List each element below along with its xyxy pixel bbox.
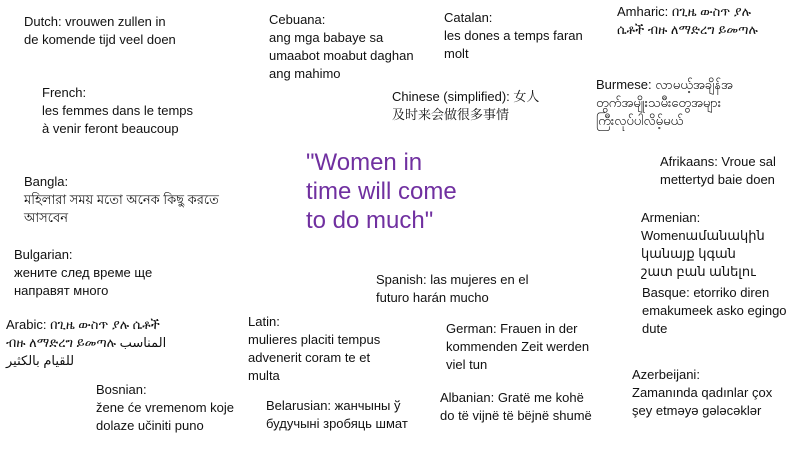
translation-bulgarian: Bulgarian: жените след време ще направят много bbox=[14, 247, 153, 298]
translation-bangla: Bangla: মহিলারা সময় মতো অনেক কিছু করতে আসবেন bbox=[24, 174, 219, 225]
center-quote: "Women in time will come to do much" bbox=[306, 149, 457, 234]
translation-burmese: Burmese: လာမယ့်အချိန်အ တွက်အမျိုးသမီးတွေအများ ကြီးလုပ်ပါလိမ့်မယ် bbox=[596, 77, 733, 128]
translation-spanish: Spanish: las mujeres en el futuro harán mucho bbox=[376, 272, 529, 305]
translation-arabic: Arabic: በጊዜ ውስጥ ያሉ ሴቶች ብዙ ለማድረግ ይመጣሉ المناسب للقيام بالكثير bbox=[6, 317, 167, 368]
translation-belarusian: Belarusian: жанчыны ў будучыні зробяць шмат bbox=[266, 398, 408, 431]
translation-azerbaijani: Azerbeijani: Zamanında qadınlar çox şey etməyə gələcəklər bbox=[632, 367, 773, 418]
translation-basque: Basque: etorriko diren emakumeek asko egingo dute bbox=[642, 285, 787, 336]
translation-catalan: Catalan: les dones a temps faran molt bbox=[444, 10, 583, 61]
translation-bosnian: Bosnian: žene će vremenom koje dolaze učiniti puno bbox=[96, 382, 235, 433]
translation-amharic: Amharic: በጊዜ ውስጥ ያሉ ሴቶች ብዙ ለማድረግ ይመጣሉ bbox=[617, 4, 758, 37]
translation-dutch: Dutch: vrouwen zullen in de komende tijd veel doen bbox=[24, 14, 176, 47]
translation-afrikaans: Afrikaans: Vroue sal mettertyd baie doen bbox=[660, 154, 776, 187]
translation-albanian: Albanian: Gratë me kohë do të vijnë të bëjnë shumë bbox=[440, 390, 592, 423]
translation-cebuano: Cebuana: ang mga babaye sa umaabot moabut daghan ang mahimo bbox=[269, 12, 414, 81]
translation-french: French: les femmes dans le temps à venir feront beaucoup bbox=[42, 85, 194, 136]
translation-armenian: Armenian: Womenամանակին կանայք կգան շատ բան անելու bbox=[641, 210, 765, 279]
translation-chinese: Chinese (simplified): 女人 及时来会做很多事情 bbox=[392, 89, 540, 122]
translation-german: German: Frauen in der kommenden Zeit werden viel tun bbox=[446, 321, 590, 372]
translation-latin: Latin: mulieres placiti tempus advenerit coram te et multa bbox=[248, 314, 381, 383]
